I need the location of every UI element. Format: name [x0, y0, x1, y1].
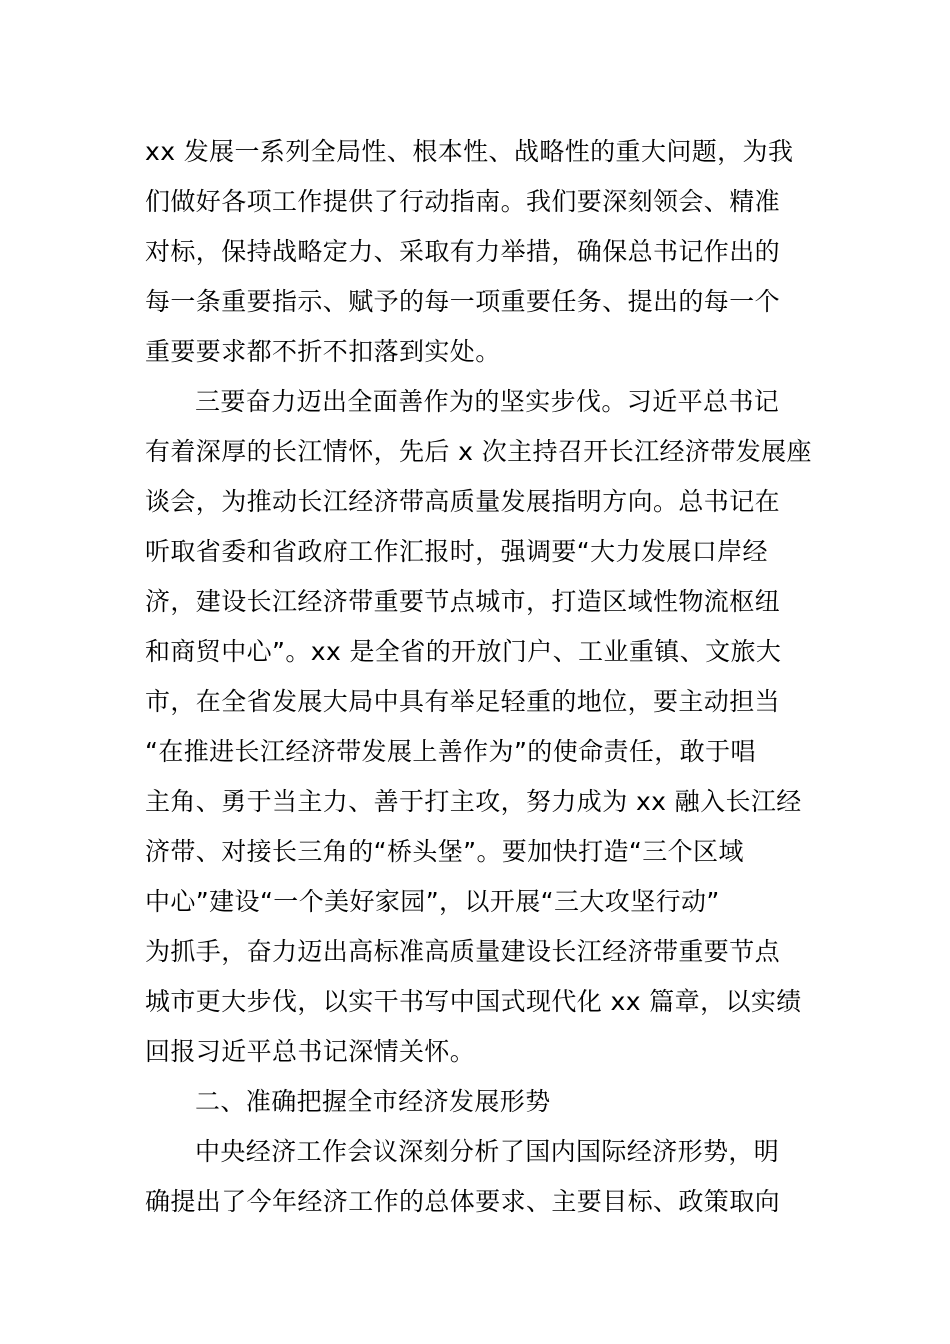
text-line: 济，建设长江经济带重要节点城市，打造区域性物流枢纽 [145, 587, 781, 616]
text-line: 城市更大步伐，以实干书写中国式现代化 xx 篇章，以实绩 [145, 987, 802, 1016]
text-line: 每一条重要指示、赋予的每一项重要任务、提出的每一个 [145, 287, 781, 316]
text-line: 有着深厚的长江情怀，先后 x 次主持召开长江经济带发展座 [145, 437, 812, 466]
text-line: 们做好各项工作提供了行动指南。我们要深刻领会、精准 [145, 187, 781, 216]
text-line: 济带、对接长三角的“桥头堡”。要加快打造“三个区域 [145, 837, 744, 866]
text-line: 中心”建设“一个美好家园”，以开展“三大攻坚行动” [145, 887, 720, 916]
text-line: 重要要求都不折不扣落到实处。 [145, 337, 501, 366]
text-line: 三要奋力迈出全面善作为的坚实步伐。习近平总书记 [195, 387, 780, 416]
text-line: 听取省委和省政府工作汇报时，强调要“大力发展口岸经 [145, 537, 768, 566]
text-line: 确提出了今年经济工作的总体要求、主要目标、政策取向 [145, 1187, 781, 1216]
document-body [145, 127, 810, 1227]
text-line: xx 发展一系列全局性、根本性、战略性的重大问题，为我 [145, 137, 794, 166]
text-line: 和商贸中心”。xx 是全省的开放门户、工业重镇、文旅大 [145, 637, 782, 666]
text-line: 为抓手，奋力迈出高标准高质量建设长江经济带重要节点 [145, 937, 781, 966]
text-line: 主角、勇于当主力、善于打主攻，努力成为 xx 融入长江经 [145, 787, 802, 816]
text-line: 谈会，为推动长江经济带高质量发展指明方向。总书记在 [145, 487, 781, 516]
text-line: 市，在全省发展大局中具有举足轻重的地位，要主动担当 [145, 687, 781, 716]
text-line: 二、准确把握全市经济发展形势 [195, 1087, 551, 1116]
text-line: “在推进长江经济带发展上善作为”的使命责任，敢于唱 [145, 737, 756, 766]
text-line: 回报习近平总书记深情关怀。 [145, 1037, 476, 1066]
text-line: 中央经济工作会议深刻分析了国内国际经济形势，明 [195, 1137, 780, 1166]
text-line: 对标，保持战略定力、采取有力举措，确保总书记作出的 [145, 237, 781, 266]
